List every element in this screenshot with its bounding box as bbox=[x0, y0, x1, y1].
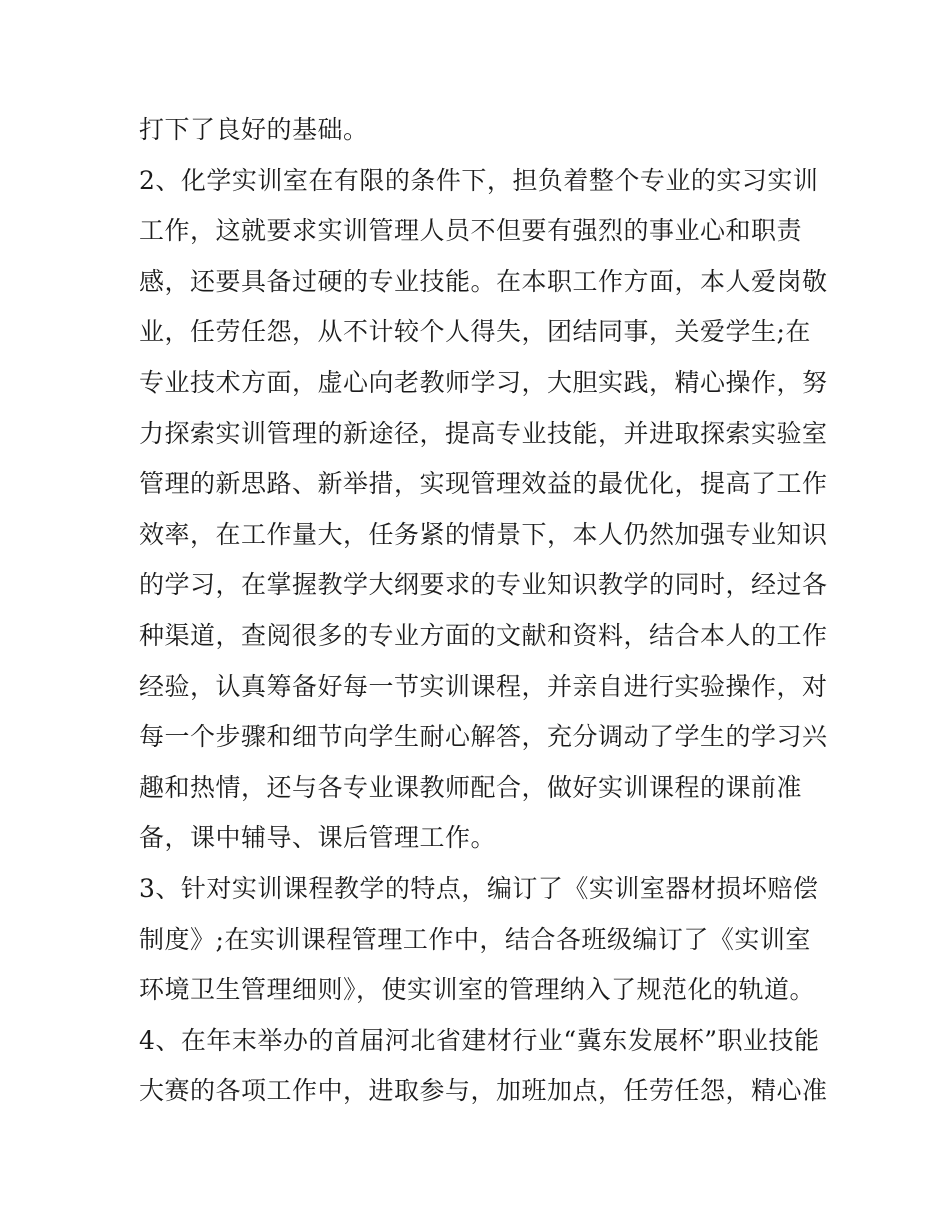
text-line: 4、在年末举办的首届河北省建材行业“冀东发展杯”职业技能 bbox=[139, 1025, 820, 1055]
text-line: 力探索实训管理的新途径，提高专业技能，并进取探索实验室 bbox=[139, 418, 828, 448]
body-text bbox=[139, 105, 829, 1117]
text-line: 的学习，在掌握教学大纲要求的专业知识教学的同时，经过各 bbox=[139, 570, 828, 600]
text-line: 大赛的各项工作中，进取参与，加班加点，任劳任怨，精心准 bbox=[139, 1076, 828, 1106]
text-line: 效率，在工作量大，任务紧的情景下，本人仍然加强专业知识 bbox=[139, 519, 828, 549]
text-line: 2、化学实训室在有限的条件下，担负着整个专业的实习实训 bbox=[139, 165, 819, 195]
text-line: 制度》;在实训课程管理工作中，结合各班级编订了《实训室 bbox=[139, 924, 811, 954]
text-line: 管理的新思路、新举措，实现管理效益的最优化，提高了工作 bbox=[139, 469, 828, 499]
text-line: 备，课中辅导、课后管理工作。 bbox=[139, 823, 497, 853]
text-line: 种渠道，查阅很多的专业方面的文献和资料，结合本人的工作 bbox=[139, 620, 828, 650]
text-line: 经验，认真筹备好每一节实训课程，并亲自进行实验操作，对 bbox=[139, 671, 828, 701]
text-line: 专业技术方面，虚心向老教师学习，大胆实践，精心操作，努 bbox=[139, 367, 828, 397]
text-line: 业，任劳任怨，从不计较个人得失，团结同事，关爱学生;在 bbox=[139, 317, 811, 347]
text-line: 3、针对实训课程教学的特点，编订了《实训室器材损坏赔偿 bbox=[139, 873, 819, 903]
text-line: 趣和热情，还与各专业课教师配合，做好实训课程的课前准 bbox=[139, 772, 803, 802]
text-line: 感，还要具备过硬的专业技能。在本职工作方面，本人爱岗敬 bbox=[139, 266, 828, 296]
text-line: 环境卫生管理细则》，使实训室的管理纳入了规范化的轨道。 bbox=[139, 975, 816, 1005]
text-line: 工作，这就要求实训管理人员不但要有强烈的事业心和职责 bbox=[139, 216, 803, 246]
text-line: 每一个步骤和细节向学生耐心解答，充分调动了学生的学习兴 bbox=[139, 722, 828, 752]
text-line: 打下了良好的基础。 bbox=[139, 115, 369, 144]
